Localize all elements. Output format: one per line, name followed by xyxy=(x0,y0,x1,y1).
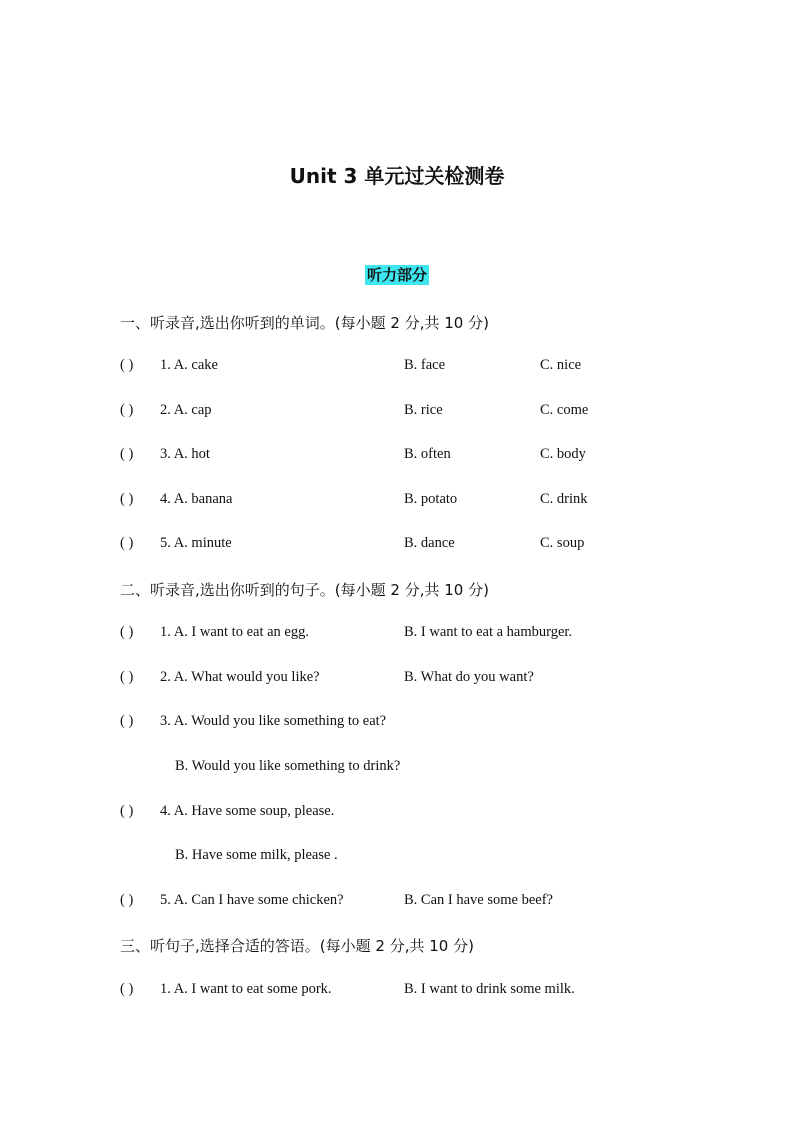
page-title: Unit 3 单元过关检测卷 xyxy=(289,164,505,188)
option-a: 5. A. Can I have some chicken? xyxy=(160,892,344,908)
option-a: 4. A. banana xyxy=(160,491,233,507)
option-a: 1. A. I want to eat some pork. xyxy=(160,981,332,997)
option-a: 3. A. Would you like something to eat? xyxy=(160,713,387,729)
question-row xyxy=(120,803,680,823)
option-a: 4. A. Have some soup, please. xyxy=(160,803,335,819)
answer-paren[interactable]: ( ) xyxy=(120,402,134,418)
option-b: B. dance xyxy=(404,535,455,551)
answer-paren[interactable]: ( ) xyxy=(120,713,134,729)
section-1-heading: 一、听录音,选出你听到的单词。(每小题 2 分,共 10 分) xyxy=(120,314,489,332)
option-c: C. drink xyxy=(540,491,588,507)
option-b: B. often xyxy=(404,446,451,462)
section-3-heading: 三、听句子,选择合适的答语。(每小题 2 分,共 10 分) xyxy=(120,937,474,955)
option-a: 5. A. minute xyxy=(160,535,232,551)
answer-paren[interactable]: ( ) xyxy=(120,803,134,819)
option-b: B. Have some milk, please . xyxy=(175,847,338,863)
answer-paren[interactable]: ( ) xyxy=(120,535,134,551)
option-c: C. come xyxy=(540,402,589,418)
question-row xyxy=(120,981,680,1001)
answer-paren[interactable]: ( ) xyxy=(120,669,134,685)
question-row xyxy=(120,402,680,422)
option-a: 2. A. What would you like? xyxy=(160,669,320,685)
answer-paren[interactable]: ( ) xyxy=(120,491,134,507)
option-b: B. I want to eat a hamburger. xyxy=(404,624,573,640)
option-a: 1. A. I want to eat an egg. xyxy=(160,624,309,640)
option-b: B. Would you like something to drink? xyxy=(175,758,401,774)
question-row xyxy=(120,669,680,689)
answer-paren[interactable]: ( ) xyxy=(120,446,134,462)
answer-paren[interactable]: ( ) xyxy=(120,357,134,373)
question-row xyxy=(120,446,680,466)
question-row xyxy=(120,491,680,511)
option-b: B. potato xyxy=(404,491,458,507)
option-a: 2. A. cap xyxy=(160,402,212,418)
part-label xyxy=(0,264,794,285)
option-b: B. rice xyxy=(404,402,443,418)
part-label-text: 听力部分 xyxy=(366,266,427,284)
question-row xyxy=(120,535,680,555)
option-b: B. face xyxy=(404,357,446,373)
question-row xyxy=(120,713,680,733)
option-c: C. soup xyxy=(540,535,585,551)
option-c: C. body xyxy=(540,446,586,462)
section-2-heading: 二、听录音,选出你听到的句子。(每小题 2 分,共 10 分) xyxy=(120,581,489,599)
option-b: B. I want to drink some milk. xyxy=(404,981,575,997)
option-a: 3. A. hot xyxy=(160,446,210,462)
question-row xyxy=(120,624,680,644)
option-c: C. nice xyxy=(540,357,582,373)
option-b: B. What do you want? xyxy=(404,669,534,685)
option-b: B. Can I have some beef? xyxy=(404,892,553,908)
question-row xyxy=(120,892,680,912)
answer-paren[interactable]: ( ) xyxy=(120,892,134,908)
answer-paren[interactable]: ( ) xyxy=(120,624,134,640)
answer-paren[interactable]: ( ) xyxy=(120,981,134,997)
question-row xyxy=(120,357,680,377)
option-a: 1. A. cake xyxy=(160,357,218,373)
